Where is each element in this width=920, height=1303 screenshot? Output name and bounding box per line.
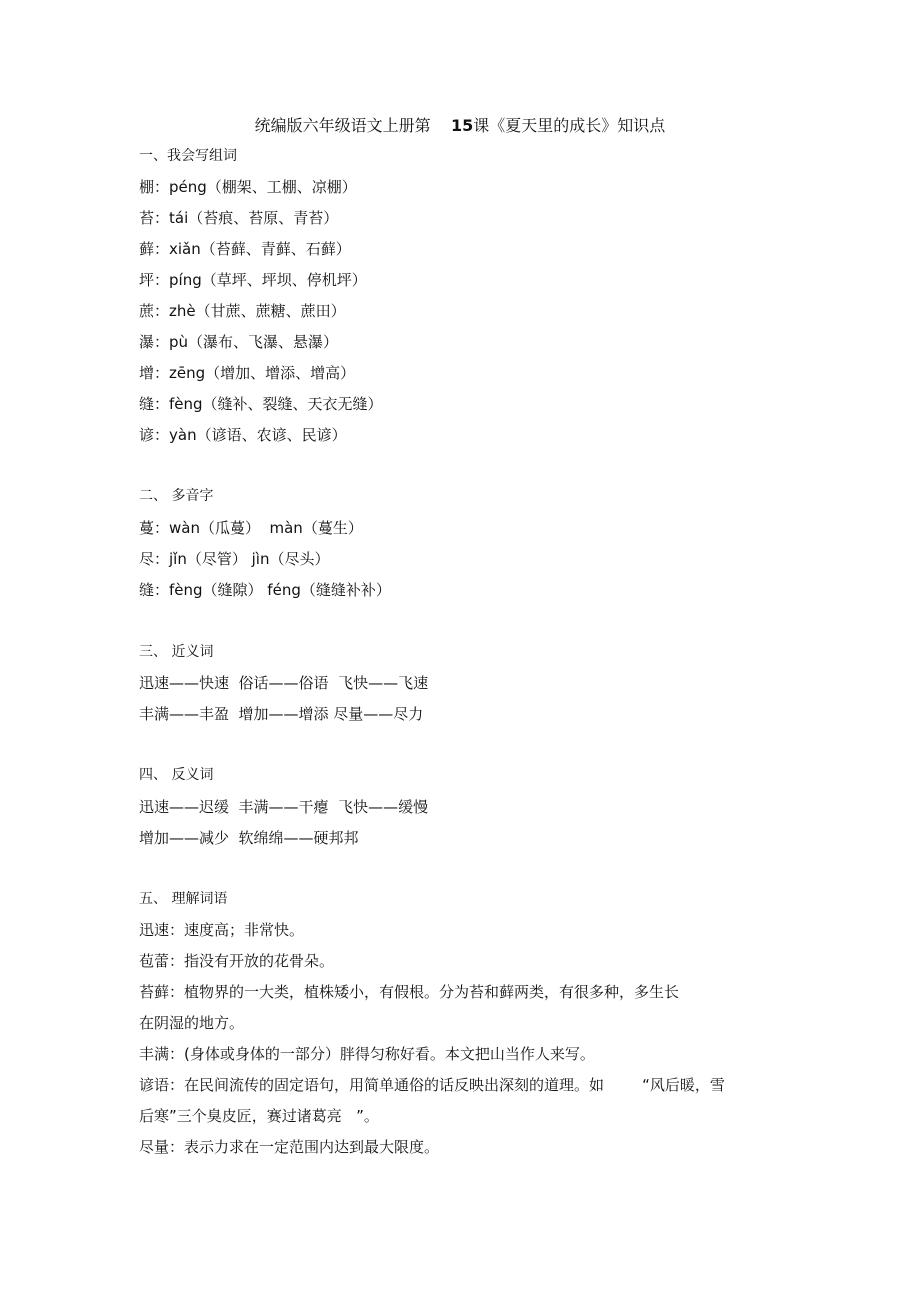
vocab-line: 蔗：zhè（甘蔗、蔗糖、蔗田） — [139, 302, 346, 320]
lesson-number: 15 — [451, 116, 474, 135]
section-heading: 五、 理解词语 — [139, 891, 228, 907]
section-heading: 四、 反义词 — [139, 767, 214, 783]
vocab-line: 藓：xiǎn（苔藓、青藓、石藓） — [139, 240, 351, 258]
vocab-line: 坪：píng（草坪、坪坝、停机坪） — [139, 271, 367, 289]
vocab-line: 棚：péng（棚架、工棚、凉棚） — [139, 178, 357, 196]
section-heading: 一、我会写组词 — [139, 148, 237, 164]
polyphone-line: 缝：fèng（缝隙） féng（缝缝补补） — [139, 581, 391, 599]
antonym-line: 迅速——迟缓 丰满——干瘪 飞快——缓慢 — [139, 798, 429, 816]
definition-line: 丰满：(身体或身体的一部分）胖得匀称好看。本文把山当作人来写。 — [139, 1045, 595, 1063]
synonym-line: 迅速——快速 俗话——俗语 飞快——飞速 — [139, 674, 429, 692]
title-suffix: 课《夏天里的成长》知识点 — [473, 116, 666, 135]
polyphone-line: 蔓：wàn（瓜蔓） màn（蔓生） — [139, 519, 363, 537]
definition-line: 后寒”三个臭皮匠，赛过诸葛亮 ”。 — [139, 1107, 379, 1125]
polyphone-line: 尽：jǐn（尽管） jìn（尽头） — [139, 550, 330, 568]
vocab-line: 缝：fèng（缝补、裂缝、天衣无缝） — [139, 395, 383, 413]
definition-line: 尽量：表示力求在一定范围内达到最大限度。 — [139, 1138, 440, 1156]
definition-line: 苞蕾：指没有开放的花骨朵。 — [139, 952, 335, 970]
vocab-line: 苔：tái（苔痕、苔原、青苔） — [139, 209, 339, 227]
definition-line: 苔藓：植物界的一大类，植株矮小，有假根。分为苔和藓两类，有很多种，多生长 — [139, 983, 680, 1001]
definition-line: 迅速：速度高；非常快。 — [139, 921, 305, 939]
title-prefix: 统编版六年级语文上册第 — [254, 116, 431, 135]
vocab-line: 增：zēng（增加、增添、增高） — [139, 364, 356, 382]
definition-line: 在阴湿的地方。 — [139, 1014, 245, 1032]
section-heading: 三、 近义词 — [139, 644, 214, 660]
vocab-line: 谚：yàn（谚语、农谚、民谚） — [139, 426, 347, 444]
synonym-line: 丰满——丰盈 增加——增添 尽量——尽力 — [139, 705, 424, 723]
definition-line: 谚语：在民间流传的固定语句，用简单通俗的话反映出深刻的道理。如 “风后暖，雪 — [139, 1076, 725, 1094]
document-title — [0, 114, 920, 138]
antonym-line: 增加——减少 软绵绵——硬邦邦 — [139, 829, 359, 847]
section-heading: 二、 多音字 — [139, 488, 214, 504]
vocab-line: 瀑：pù（瀑布、飞瀑、悬瀑） — [139, 333, 339, 351]
